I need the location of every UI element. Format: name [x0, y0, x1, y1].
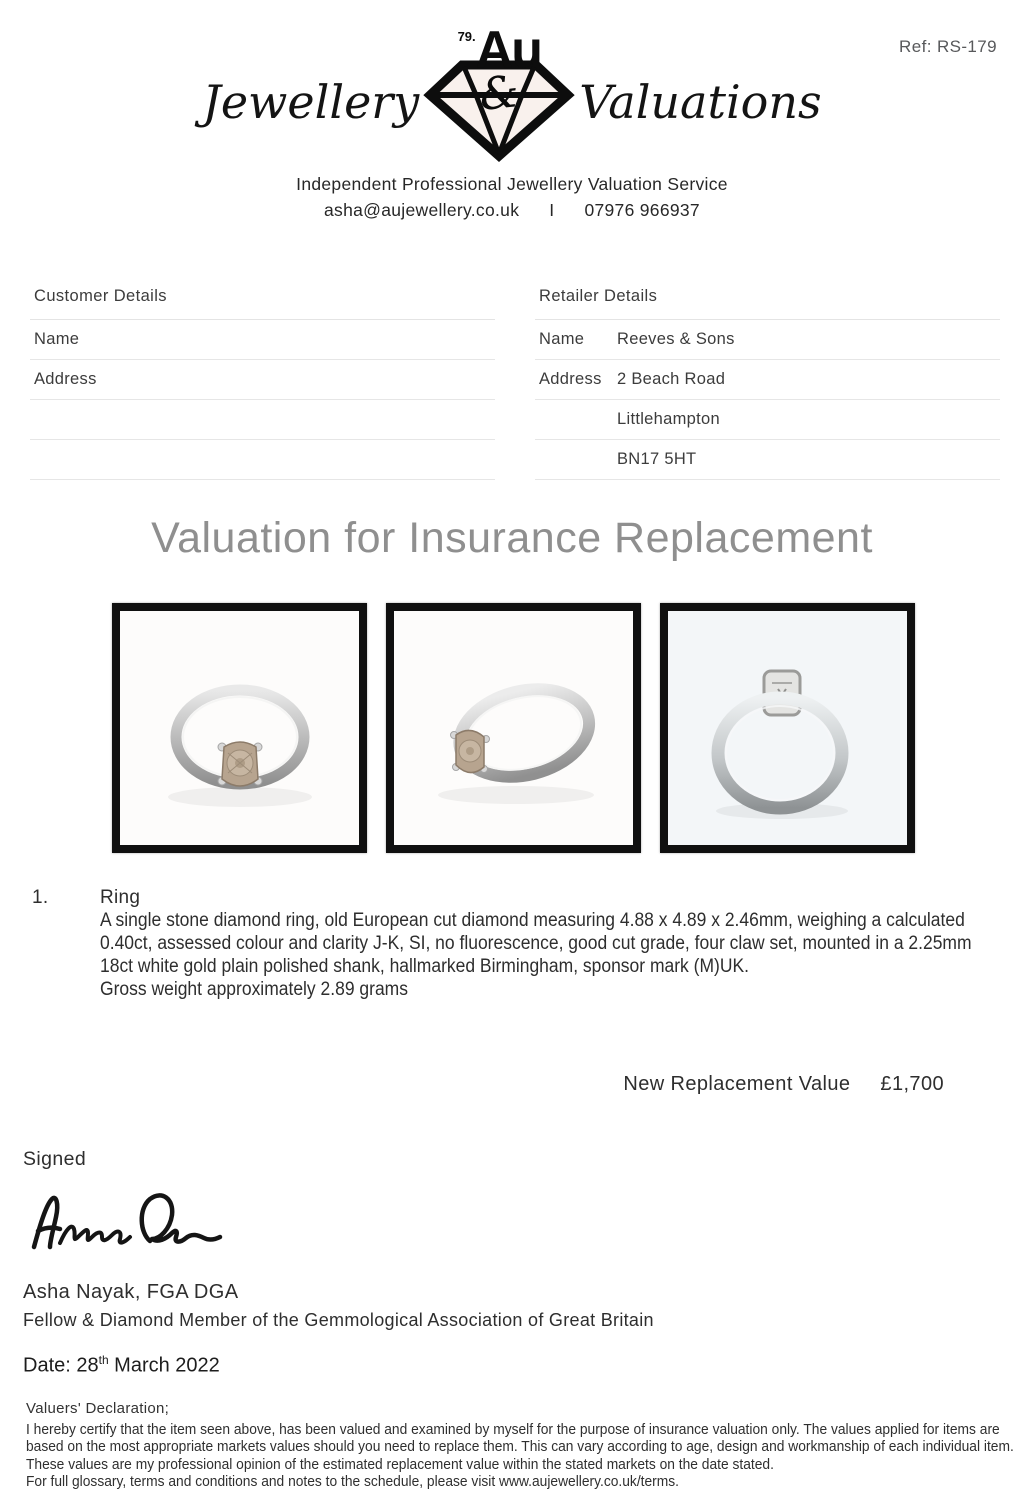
retailer-address-row — [535, 360, 1000, 400]
item-heading-row — [0, 887, 1024, 909]
retailer-address-line1: 2 Beach Road — [617, 370, 726, 388]
date-prefix: Date: 28 — [23, 1354, 99, 1377]
contact-line — [0, 200, 1024, 221]
contact-phone: 07976 966937 — [584, 200, 700, 220]
item-photos — [112, 603, 1024, 853]
logo-word-valuations: Valuations — [579, 75, 822, 129]
item-gross-weight: Gross weight approximately 2.89 grams — [100, 979, 408, 1000]
contact-separator: I — [549, 200, 555, 220]
declaration-block — [26, 1421, 1015, 1491]
declaration-body: I hereby certify that the item seen above, has been valued and examined by myself for the purpose of insurance valuation only. The values applied for items are based on the most appropriate markets values should you need to replace them. This can vary according to age, design and workmanship of each individual item. These values are my professional opinion of the estimated replacement value within the stated markets on the date stated. — [26, 1420, 1014, 1473]
ring-front-illustration — [120, 611, 359, 845]
retailer-details-heading: Retailer Details — [535, 275, 1000, 320]
ring-photo-side — [386, 603, 641, 853]
details-section — [30, 275, 1000, 480]
declaration-heading: Valuers' Declaration; — [26, 1399, 170, 1417]
item-number: 1. — [32, 887, 49, 908]
valuer-name: Asha Nayak, FGA DGA — [23, 1281, 239, 1303]
service-tagline: Independent Professional Jewellery Valuation Service — [296, 174, 728, 194]
retailer-address-line3: BN17 5HT — [617, 450, 697, 468]
item-name: Ring — [100, 887, 141, 908]
retailer-address-line2: Littlehampton — [617, 410, 720, 428]
customer-address-label: Address — [34, 370, 97, 388]
date-ordinal: th — [98, 1353, 109, 1367]
document-title: Valuation for Insurance Replacement — [151, 514, 873, 562]
retailer-address-row2 — [535, 400, 1000, 440]
atomic-number-label: 79. — [457, 29, 476, 44]
retailer-name-value: Reeves & Sons — [617, 330, 735, 348]
signed-label: Signed — [23, 1148, 87, 1170]
valuation-certificate-page — [0, 21, 1024, 1501]
customer-name-label: Name — [34, 330, 80, 348]
retailer-name-row — [535, 320, 1000, 360]
date-suffix: March 2022 — [108, 1354, 220, 1377]
signature-icon — [26, 1187, 226, 1255]
customer-name-row — [30, 320, 495, 360]
retailer-address-row3 — [535, 440, 1000, 480]
date-line — [23, 1353, 1024, 1378]
customer-empty-row — [30, 440, 495, 480]
reference-number: Ref: RS-179 — [899, 37, 997, 56]
valuer-credentials: Fellow & Diamond Member of the Gemmological Association of Great Britain — [23, 1310, 654, 1330]
replacement-value-row — [0, 1073, 1024, 1096]
declaration-footer: For full glossary, terms and conditions and notes to the schedule, please visit www.aujewellery.co.uk/terms. — [26, 1473, 679, 1491]
replacement-value-label: New Replacement Value — [623, 1073, 851, 1095]
customer-address-row — [30, 360, 495, 400]
contact-email: asha@aujewellery.co.uk — [324, 200, 520, 220]
ring-photo-back — [660, 603, 915, 853]
brand-logo — [0, 21, 1024, 162]
item-entry — [0, 887, 1024, 1001]
retailer-address-label: Address — [539, 370, 602, 388]
logo-ampersand: & — [477, 66, 522, 121]
item-description: A single stone diamond ring, old European cut diamond measuring 4.88 x 4.89 x 2.46mm, weighing a calculated 0.40ct, assessed colour and clarity J-K, SI, no fluorescence, good cut grade, four claw set, mounted in a 2.25mm 18ct white gold plain polished shank, hallmarked Birmingham, sponsor mark (M)UK. — [100, 910, 972, 977]
ring-photo-front — [112, 603, 367, 853]
customer-empty-row — [30, 400, 495, 440]
customer-details-heading: Customer Details — [30, 275, 495, 320]
logo-word-jewellery: Jewellery — [202, 75, 420, 129]
ring-back-illustration — [668, 611, 907, 845]
replacement-value-amount: £1,700 — [880, 1073, 944, 1095]
item-description-block — [100, 909, 976, 1001]
gold-symbol-label: Au — [475, 21, 541, 79]
ring-side-illustration — [394, 611, 633, 845]
retailer-details-table — [535, 275, 1000, 480]
logo-diamond-block — [423, 21, 575, 162]
customer-details-table — [30, 275, 495, 480]
retailer-name-label: Name — [539, 330, 585, 348]
